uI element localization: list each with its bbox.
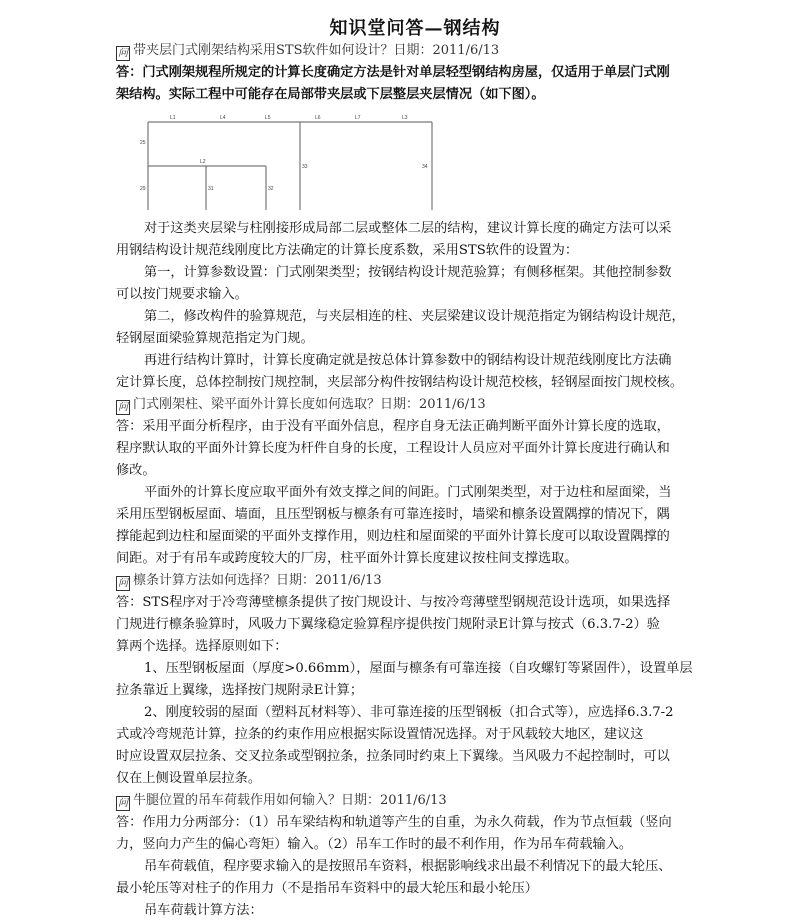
q4-line: 吊车荷载值，程序要求输入的是按照吊车资料，根据影响线求出最不利情况下的最大轮压、 [144, 859, 672, 874]
q3-line: 1、压型钢板屋面（厚度>0.66mm），屋面与檩条有可靠连接（自攻螺钉等紧固件），设置单层 [144, 661, 693, 676]
frame-diagram [116, 108, 714, 214]
q2-line: 采用压型钢板屋面、墙面，且压型钢板与檩条有可靠连接时，墙梁和檩条设置隅撑的情况下，隅 [116, 507, 670, 522]
question-mark-icon: 问 [118, 798, 128, 809]
q3-line: 2、刚度较弱的屋面（塑料瓦材料等）、非可靠连接的压型钢板（扣合式等），应选择6.3.7-2 [144, 705, 674, 720]
q3-line: 式或冷弯规范计算，拉条的约束作用应根据实际设置情况选择。对于风载较大地区，建议这 [116, 727, 644, 742]
question-mark-icon: 问 [118, 48, 128, 59]
question-2 [116, 394, 714, 416]
q3-line: 门规进行檩条验算时，风吸力下翼缘稳定验算程序提供按门规附录E计算与按式（6.3.7-2）验 [116, 617, 660, 632]
label-34: 34 [422, 164, 428, 170]
question-4 [116, 790, 714, 812]
label-32: 32 [268, 186, 274, 192]
label-l3: L3 [402, 115, 408, 121]
q3-line: 仅在上侧设置单层拉条。 [116, 771, 262, 786]
q4-line: 最小轮压等对柱子的作用力（不是指吊车资料中的最大轮压和最小轮压） [116, 881, 538, 896]
question-3-text: 檩条计算方法如何选择？日期：2011/6/13 [133, 573, 382, 588]
page-title: 知识堂问答—钢结构 [329, 18, 501, 39]
label-25: 25 [140, 140, 146, 146]
q1-paragraph-line: 用钢结构设计规范线刚度比方法确定的计算长度系数，采用STS软件的设置为： [116, 243, 579, 258]
q3-line: 答：STS程序对于冷弯薄壁檩条提供了按门规设计、与按冷弯薄壁型钢规范设计选项，如果选择 [116, 595, 671, 610]
q1-paragraph-line: 对于这类夹层梁与柱刚接形成局部二层或整体二层的结构，建议计算长度的确定方法可以采 [144, 221, 672, 236]
q2-line: 撑能起到边柱和屋面梁的平面外支撑作用，则边柱和屋面梁的平面外计算长度可以取设置隅撑的 [116, 529, 670, 544]
label-l1: L1 [170, 115, 176, 121]
q4-line: 吊车荷载计算方法： [144, 903, 263, 918]
q1-paragraph-line: 第二，修改构件的验算规范，与夹层相连的柱、夹层梁建议设计规范指定为钢结构设计规范， [144, 309, 685, 324]
question-mark-icon: 问 [118, 402, 128, 413]
q1-paragraph-line: 再进行结构计算时，计算长度确定就是按总体计算参数中的钢结构设计规范线刚度比方法确 [144, 353, 672, 368]
answer-1-line-1: 答：门式刚架规程所规定的计算长度确定方法是针对单层轻型钢结构房屋，仅适用于单层门式刚 [116, 65, 670, 80]
q2-line: 平面外的计算长度应取平面外有效支撑之间的间距。门式刚架类型，对于边柱和屋面梁，当 [144, 485, 672, 500]
label-33: 33 [302, 164, 308, 170]
question-4-text: 牛腿位置的吊车荷载作用如何输入？日期：2011/6/13 [133, 793, 447, 808]
q4-line: 答：作用力分两部分：（1）吊车梁结构和轨道等产生的自重，为永久荷载，作为节点恒载（竖向 [116, 815, 672, 830]
label-l2: L2 [200, 159, 206, 165]
label-31: 31 [208, 186, 214, 192]
q4-line: 力，竖向力产生的偏心弯矩）输入。（2）吊车工作时的最不利作用，作为吊车荷载输入。 [116, 837, 633, 852]
label-l5: L5 [265, 115, 271, 121]
q2-line: 答：采用平面分析程序，由于没有平面外信息，程序自身无法正确判断平面外计算长度的选取， [116, 419, 670, 434]
question-1-text: 带夹层门式刚架结构采用STS软件如何设计？日期：2011/6/13 [133, 43, 500, 58]
question-1 [116, 40, 714, 62]
label-29: 29 [140, 186, 146, 192]
label-l6: L6 [315, 115, 321, 121]
q3-line: 算两个选择。选择原则如下： [116, 639, 288, 654]
q1-paragraph-line: 可以按门规要求输入。 [116, 287, 248, 302]
answer-1-line-2: 架结构。实际工程中可能存在局部带夹层或下层整层夹层情况（如下图）。 [116, 87, 545, 102]
q3-line: 拉条靠近上翼缘，选择按门规附录E计算； [116, 683, 363, 698]
q3-line: 时应设置双层拉条、交叉拉条或型钢拉条，拉条同时约束上下翼缘。当风吸力不起控制时，可以 [116, 749, 670, 764]
question-mark-icon: 问 [118, 578, 128, 589]
frame-diagram-svg [140, 108, 440, 212]
question-3 [116, 570, 714, 592]
q2-line: 程序默认取的平面外计算长度为杆件自身的长度，工程设计人员应对平面外计算长度进行确认和 [116, 441, 670, 456]
q1-paragraph-line: 定计算长度，总体控制按门规控制，夹层部分构件按钢结构设计规范校核，轻钢屋面按门规校核。 [116, 375, 684, 390]
question-2-text: 门式刚架柱、梁平面外计算长度如何选取？日期：2011/6/13 [133, 397, 486, 412]
q1-paragraph-line: 第一，计算参数设置：门式刚架类型；按钢结构设计规范验算；有侧移框架。其他控制参数 [144, 265, 672, 280]
q2-line: 间距。对于有吊车或跨度较大的厂房，柱平面外计算长度建议按柱间支撑选取。 [116, 551, 578, 566]
q1-paragraph-line: 轻钢屋面梁验算规范指定为门规。 [116, 331, 314, 346]
label-l4: L4 [220, 115, 226, 121]
q2-line: 修改。 [116, 463, 156, 478]
label-l7: L7 [355, 115, 361, 121]
